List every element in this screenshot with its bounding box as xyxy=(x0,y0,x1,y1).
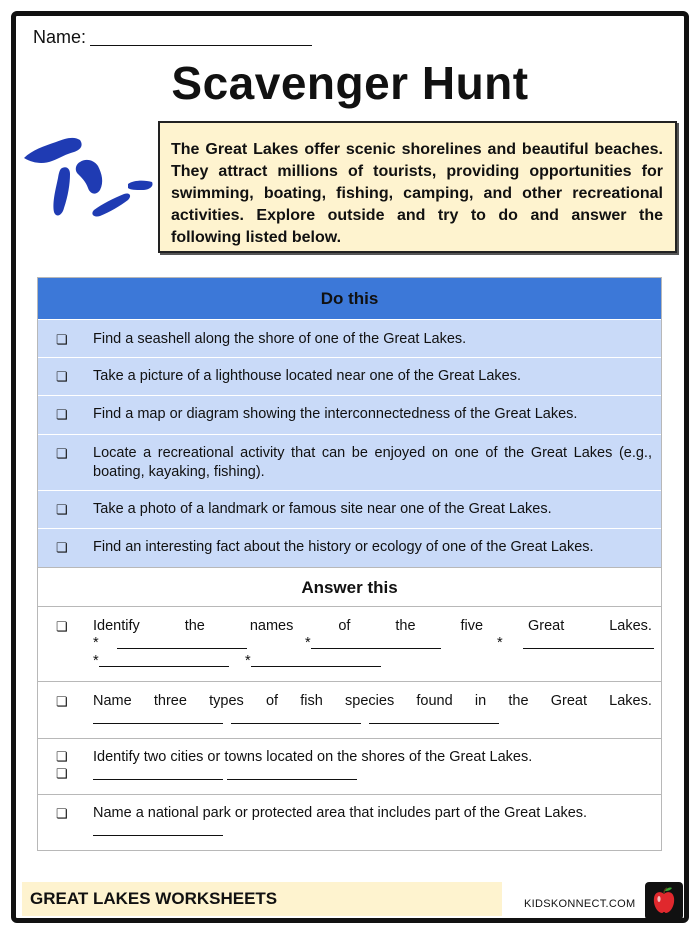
answer-blank[interactable] xyxy=(523,637,654,649)
checkbox-icon[interactable]: ❏ xyxy=(56,749,68,764)
checkbox-icon[interactable]: ❏ xyxy=(56,806,68,821)
answer-item xyxy=(38,681,661,738)
do-item-text: Locate a recreational activity that can be enjoyed on one of the Great Lakes (e.g., boating, kayaking, fishing). xyxy=(93,445,652,480)
checkbox-icon[interactable]: ❏ xyxy=(56,407,68,422)
bullet-icon: * xyxy=(245,653,251,669)
answer-blank[interactable] xyxy=(93,712,223,724)
answer-blank[interactable] xyxy=(99,655,229,667)
checkbox-icon[interactable]: ❏ xyxy=(56,540,68,555)
name-field[interactable] xyxy=(90,45,312,46)
checkbox-icon[interactable]: ❏ xyxy=(56,502,68,517)
name-label: Name: xyxy=(33,27,87,47)
answer-item xyxy=(38,738,661,794)
intro-box: The Great Lakes offer scenic shorelines and beautiful beaches. They attract millions of tourists, providing opportunities for swimming, boating, fishing, camping, and other recreational activities. Explore outside and try to do and answer the following listed below. xyxy=(158,121,677,253)
answer-this-heading: Answer this xyxy=(38,567,661,606)
apple-logo-icon xyxy=(645,882,683,920)
answer-item xyxy=(38,794,661,850)
answer-blank[interactable] xyxy=(117,637,247,649)
scavenger-table xyxy=(37,277,662,851)
checkbox-icon[interactable]: ❏ xyxy=(56,446,68,461)
do-item-text: Find a map or diagram showing the interconnectedness of the Great Lakes. xyxy=(93,406,578,422)
bullet-icon: * xyxy=(497,635,503,651)
do-item-text: Find a seashell along the shore of one of the Great Lakes. xyxy=(93,331,467,347)
checkbox-icon[interactable]: ❏ xyxy=(56,369,68,384)
do-item-text: Find an interesting fact about the history or ecology of one of the Great Lakes. xyxy=(93,539,594,555)
checkbox-icon[interactable]: ❏ xyxy=(56,332,68,347)
answer-blank[interactable] xyxy=(311,637,441,649)
answer-blank[interactable] xyxy=(251,655,381,667)
great-lakes-map-icon xyxy=(22,128,154,228)
checkbox-group xyxy=(56,748,93,794)
question-3: Identify two cities or towns located on the shores of the Great Lakes. xyxy=(93,749,533,765)
do-item xyxy=(38,357,661,395)
question-4: Name a national park or protected area that includes part of the Great Lakes. xyxy=(93,805,588,821)
answer-item xyxy=(38,606,661,681)
bullet-icon: * xyxy=(93,653,99,669)
bullet-icon: * xyxy=(305,635,311,651)
do-item xyxy=(38,434,661,490)
footer-label: GREAT LAKES WORKSHEETS xyxy=(22,882,502,916)
answer-blank[interactable] xyxy=(93,824,223,836)
do-item-text: Take a picture of a lighthouse located near one of the Great Lakes. xyxy=(93,368,522,384)
question-2: Name three types of fish species found in the Great Lakes. xyxy=(93,693,652,709)
answer-blank[interactable] xyxy=(93,768,223,780)
do-item-text: Take a photo of a landmark or famous site near one of the Great Lakes. xyxy=(93,501,552,517)
do-item xyxy=(38,490,661,528)
bullet-icon: * xyxy=(93,635,99,651)
do-item xyxy=(38,319,661,357)
do-item xyxy=(38,395,661,434)
answer-blank[interactable] xyxy=(231,712,361,724)
checkbox-icon[interactable]: ❏ xyxy=(56,619,68,634)
do-this-heading: Do this xyxy=(38,278,661,319)
checkbox-icon[interactable]: ❏ xyxy=(56,694,68,709)
page-title: Scavenger Hunt xyxy=(171,57,529,109)
question-1: Identify the names of the five Great Lakes. xyxy=(93,618,652,634)
checkbox-icon[interactable]: ❏ xyxy=(56,766,68,781)
answer-blank[interactable] xyxy=(227,768,357,780)
site-link[interactable]: KIDSKONNECT.COM xyxy=(524,898,636,910)
do-item xyxy=(38,528,661,567)
answer-blank[interactable] xyxy=(369,712,499,724)
